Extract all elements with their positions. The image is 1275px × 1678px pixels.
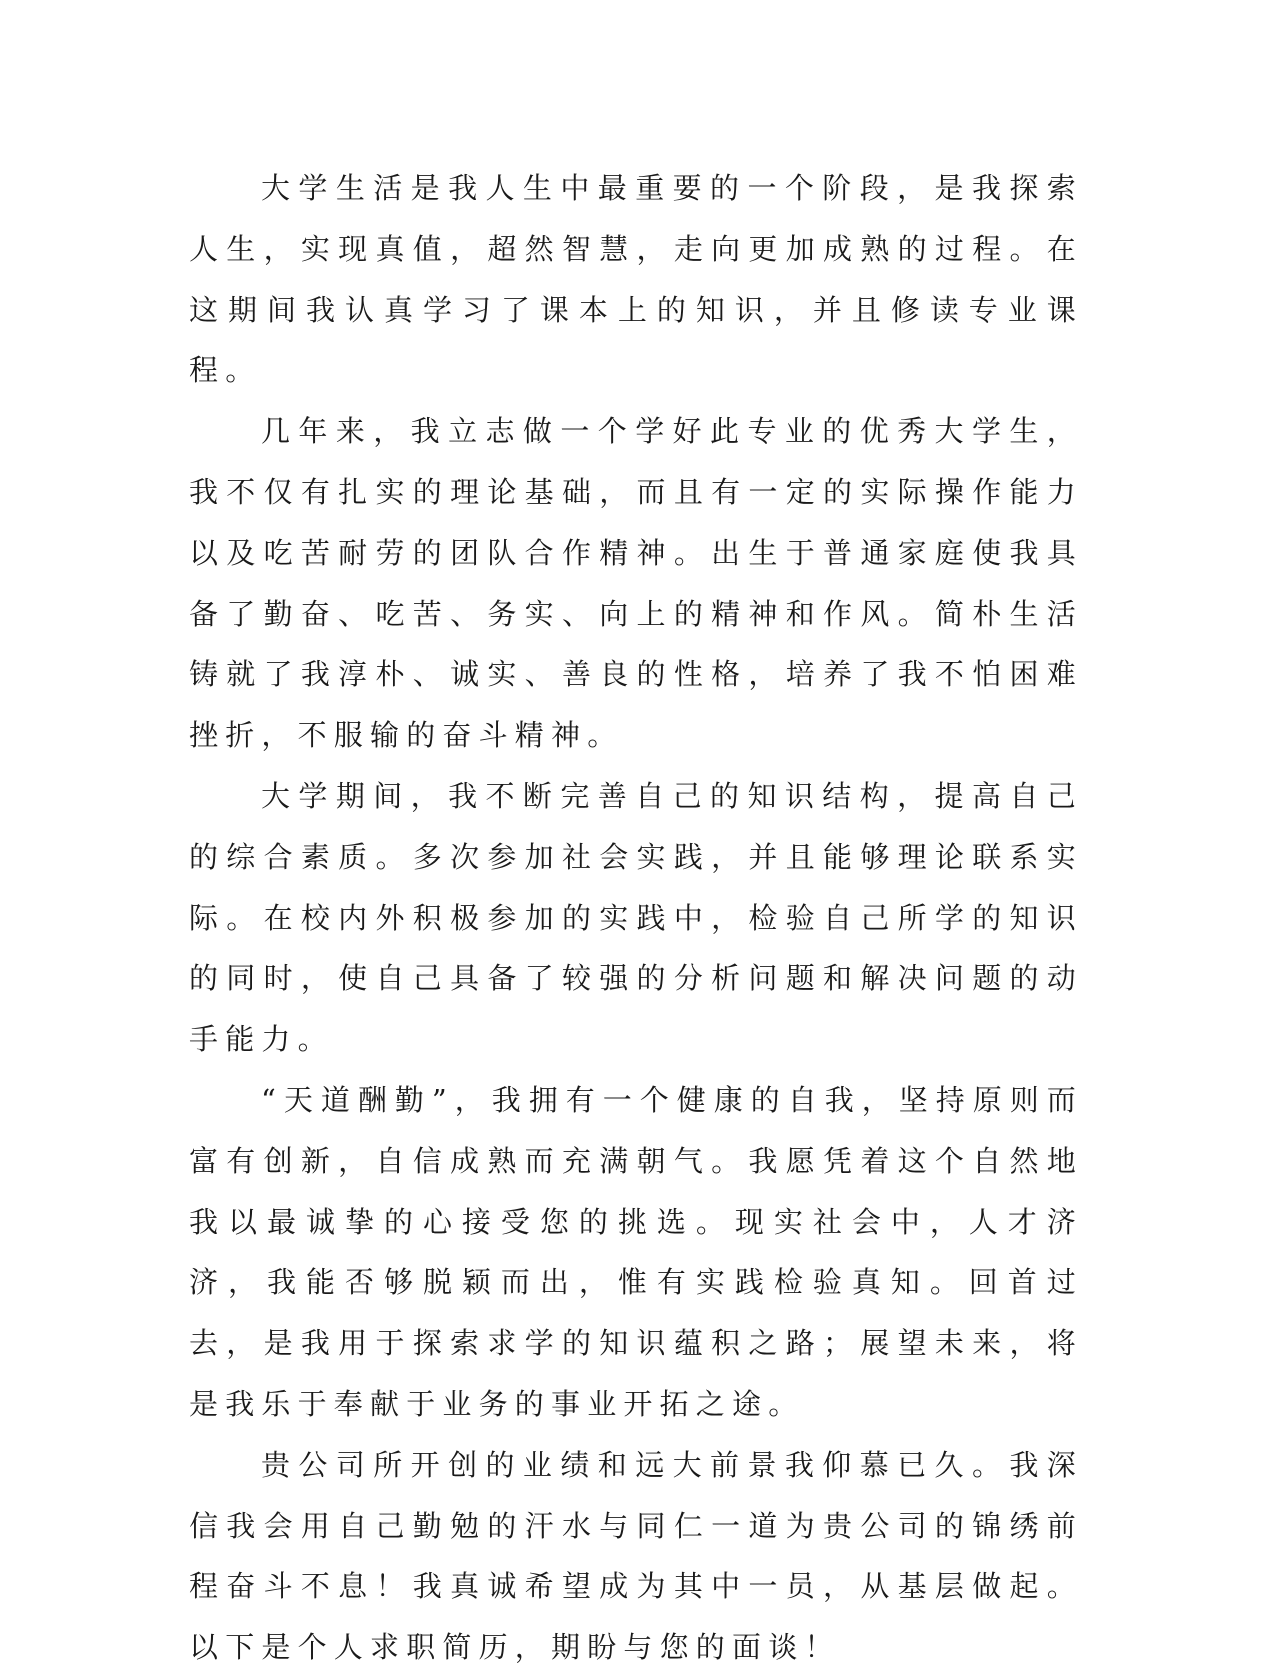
paragraph-3: 大学期间，我不断完善自己的知识结构，提高自己的综合素质。多次参加社会实践，并且能够理论联系实际。在校内外积极参加的实践中，检验自己所学的知识的同时，使自己具备了较强的分析问题和解决问题的动手能力。 [189,778,1083,1057]
letter-body [189,158,1083,1678]
paragraph-1: 大学生活是我人生中最重要的一个阶段，是我探索人生，实现真值，超然智慧，走向更加成熟的过程。在这期间我认真学习了课本上的知识，并且修读专业课程。 [189,171,1083,388]
paragraph-5: 贵公司所开创的业绩和远大前景我仰慕已久。我深信我会用自己勤勉的汗水与同仁一道为贵公司的锦绣前程奋斗不息！我真诚希望成为其中一员，从基层做起。以下是个人求职简历，期盼与您的面谈！ [189,1447,1083,1665]
paragraph-4: “天道酬勤”，我拥有一个健康的自我，坚持原则而富有创新，自信成熟而充满朝气。我愿凭着这个自然地我以最诚挚的心接受您的挑选。现实社会中，人才济济，我能否够脱颖而出，惟有实践检验真知。回首过去，是我用于探索求学的知识蕴积之路；展望未来，将是我乐于奉献于业务的事业开拓之途。 [189,1082,1083,1421]
paragraph-2: 几年来，我立志做一个学好此专业的优秀大学生，我不仅有扎实的理论基础，而且有一定的实际操作能力以及吃苦耐劳的团队合作精神。出生于普通家庭使我具备了勤奋、吃苦、务实、向上的精神和作风。简朴生活铸就了我淳朴、诚实、善良的性格，培养了我不怕困难挫折，不服输的奋斗精神。 [189,414,1083,753]
